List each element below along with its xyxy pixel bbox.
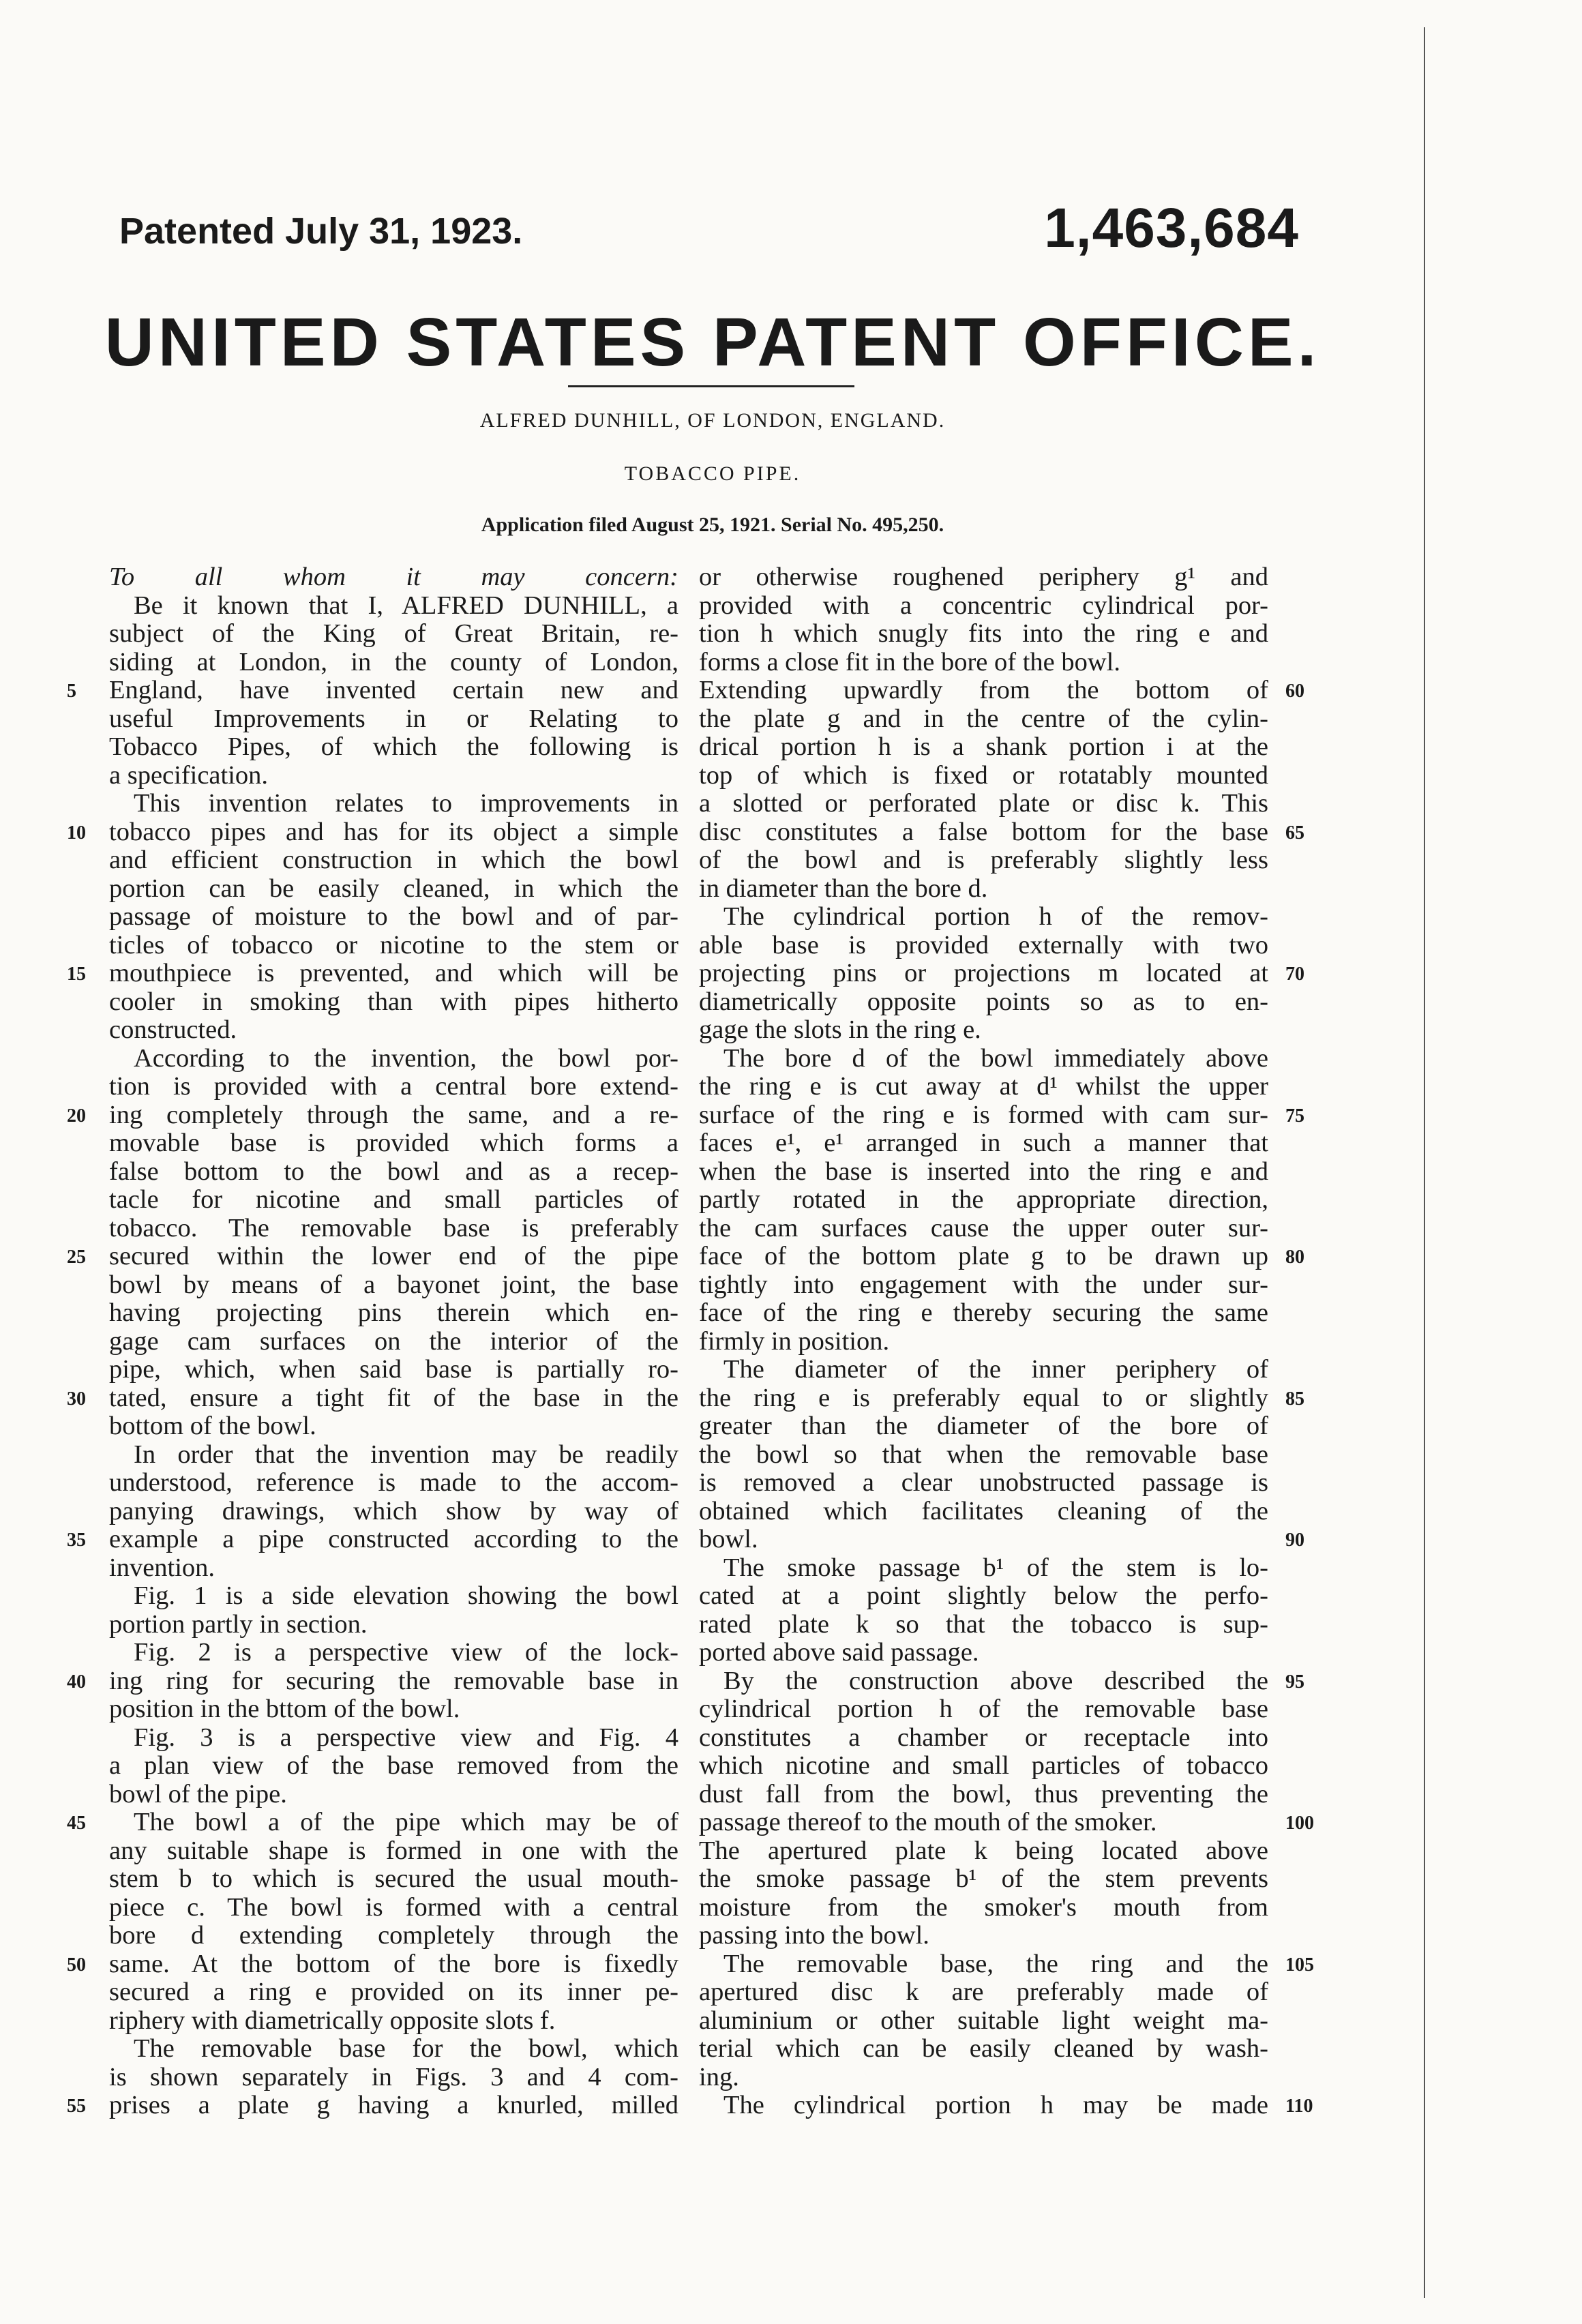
text-line: bore d extending completely through the	[109, 1921, 678, 1950]
text-line: Fig. 1 is a side elevation showing the bowl	[134, 1581, 678, 1610]
line-number: 50	[67, 1954, 86, 1976]
text-line: ticles of tobacco or nicotine to the stem or	[109, 930, 678, 959]
text-line: ing ring for securing the removable base in	[109, 1666, 678, 1695]
text-line: The smoke passage b¹ of the stem is lo-	[723, 1553, 1268, 1582]
text-line: a specification.	[109, 760, 269, 790]
text-line: terial which can be easily cleaned by wash-	[699, 2034, 1268, 2063]
text-line: ing completely through the same, and a re-	[109, 1100, 678, 1129]
line-number: 75	[1285, 1105, 1304, 1127]
text-line: Fig. 2 is a perspective view of the lock-	[134, 1638, 678, 1667]
line-number: 55	[67, 2096, 86, 2117]
text-line: tobacco. The removable base is preferably	[109, 1213, 678, 1242]
text-line: passing into the bowl.	[699, 1921, 929, 1950]
line-number: 100	[1285, 1813, 1314, 1834]
line-number: 20	[67, 1105, 86, 1127]
text-line: tobacco pipes and has for its object a simple	[109, 817, 678, 846]
text-line: bowl of the pipe.	[109, 1779, 287, 1808]
text-line: cated at a point slightly below the perfo-	[699, 1581, 1268, 1610]
text-line: panying drawings, which show by way of	[109, 1496, 678, 1525]
text-line: which nicotine and small particles of tobacco	[699, 1751, 1268, 1780]
text-line: useful Improvements in or Relating to	[109, 704, 678, 733]
text-line: The removable base for the bowl, which	[134, 2034, 678, 2063]
text-line: The removable base, the ring and the	[723, 1949, 1268, 1978]
text-line: the ring e is preferably equal to or slightly	[699, 1383, 1268, 1412]
text-line: The cylindrical portion h may be made	[723, 2091, 1268, 2119]
line-number: 25	[67, 1247, 86, 1268]
line-number: 5	[67, 681, 76, 702]
text-line: having projecting pins therein which en-	[109, 1298, 678, 1327]
text-line: invention.	[109, 1553, 215, 1582]
text-line: ported above said passage.	[699, 1638, 979, 1667]
line-number: 40	[67, 1671, 86, 1693]
text-line: England, have invented certain new and	[109, 676, 678, 704]
text-line: Extending upwardly from the bottom of	[699, 676, 1268, 704]
text-line: According to the invention, the bowl por-	[134, 1043, 678, 1073]
text-line: surface of the ring e is formed with cam sur-	[699, 1100, 1268, 1129]
line-number: 35	[67, 1530, 86, 1551]
text-line: greater than the diameter of the bore of	[699, 1412, 1268, 1440]
text-line: aluminium or other suitable light weight ma-	[699, 2006, 1268, 2035]
text-line: tion is provided with a central bore extend-	[109, 1072, 678, 1101]
text-line: bowl by means of a bayonet joint, the base	[109, 1270, 678, 1299]
line-number: 105	[1285, 1954, 1314, 1976]
text-line: prises a plate g having a knurled, milled	[109, 2091, 678, 2119]
application-line: Application filed August 25, 1921. Serial No. 495,250.	[481, 513, 944, 536]
line-number: 15	[67, 964, 86, 985]
line-number: 85	[1285, 1388, 1304, 1410]
text-line: is removed a clear unobstructed passage is	[699, 1468, 1268, 1497]
text-line: top of which is fixed or rotatably mounted	[699, 760, 1268, 790]
text-line: in diameter than the bore d.	[699, 874, 988, 903]
text-line: when the base is inserted into the ring e and	[699, 1157, 1268, 1186]
text-line: false bottom to the bowl and as a recep-	[109, 1157, 678, 1186]
line-number: 70	[1285, 964, 1304, 985]
text-line: partly rotated in the appropriate direction,	[699, 1185, 1268, 1214]
line-number: 80	[1285, 1247, 1304, 1268]
line-number: 65	[1285, 822, 1304, 844]
title-divider	[568, 385, 854, 387]
text-line: a slotted or perforated plate or disc k. This	[699, 789, 1268, 818]
text-line: Tobacco Pipes, of which the following is	[109, 732, 678, 761]
text-line: disc constitutes a false bottom for the base	[699, 817, 1268, 846]
line-number: 90	[1285, 1530, 1304, 1551]
text-line: drical portion h is a shank portion i at the	[699, 732, 1268, 761]
text-line: cooler in smoking than with pipes hitherto	[109, 987, 678, 1016]
text-line: Fig. 3 is a perspective view and Fig. 4	[134, 1723, 678, 1752]
patent-number: 1,463,684	[1044, 197, 1299, 259]
line-number: 45	[67, 1813, 86, 1834]
text-line: moisture from the smoker's mouth from	[699, 1892, 1268, 1922]
text-line: The bowl a of the pipe which may be of	[134, 1808, 678, 1836]
text-line: dust fall from the bowl, thus preventing the	[699, 1779, 1268, 1808]
text-line: is shown separately in Figs. 3 and 4 com-	[109, 2062, 678, 2091]
page-edge-rule	[1424, 27, 1425, 2298]
text-line: obtained which facilitates cleaning of the	[699, 1496, 1268, 1525]
right-text-column	[699, 563, 1268, 2120]
text-line: same. At the bottom of the bore is fixedly	[109, 1949, 678, 1978]
text-line: riphery with diametrically opposite slots f.	[109, 2006, 556, 2035]
invention-title: TOBACCO PIPE.	[624, 462, 801, 485]
line-number: 95	[1285, 1671, 1304, 1693]
text-line: or otherwise roughened periphery g¹ and	[699, 563, 1268, 591]
line-number: 30	[67, 1388, 86, 1410]
text-line: the ring e is cut away at d¹ whilst the upper	[699, 1072, 1268, 1101]
text-line: bottom of the bowl.	[109, 1412, 316, 1440]
text-line: rated plate k so that the tobacco is sup-	[699, 1609, 1268, 1639]
text-line: the cam surfaces cause the upper outer sur-	[699, 1213, 1268, 1242]
office-title: UNITED STATES PATENT OFFICE.	[104, 304, 1321, 381]
text-line: constructed.	[109, 1015, 237, 1044]
text-line: bowl.	[699, 1525, 758, 1553]
text-line: provided with a concentric cylindrical por-	[699, 591, 1268, 620]
text-line: portion can be easily cleaned, in which the	[109, 874, 678, 903]
text-line: The apertured plate k being located above	[699, 1836, 1268, 1865]
text-line: faces e¹, e¹ arranged in such a manner that	[699, 1129, 1268, 1157]
text-line: tion h which snugly fits into the ring e and	[699, 619, 1268, 648]
text-line: Be it known that I, ALFRED DUNHILL, a	[134, 591, 678, 620]
text-line: position in the bttom of the bowl.	[109, 1695, 460, 1723]
text-line: a plan view of the base removed from the	[109, 1751, 678, 1780]
text-line: projecting pins or projections m located at	[699, 959, 1268, 987]
text-line: stem b to which is secured the usual mouth-	[109, 1864, 678, 1893]
text-line: firmly in position.	[699, 1326, 890, 1356]
text-line: of the bowl and is preferably slightly less	[699, 846, 1268, 874]
text-line: secured within the lower end of the pipe	[109, 1242, 678, 1270]
text-line: The diameter of the inner periphery of	[723, 1355, 1268, 1384]
text-line: tated, ensure a tight fit of the base in the	[109, 1383, 678, 1412]
text-line: forms a close fit in the bore of the bowl.	[699, 647, 1120, 676]
text-line: In order that the invention may be readily	[134, 1440, 678, 1469]
text-line: gage the slots in the ring e.	[699, 1015, 981, 1044]
text-line: passage thereof to the mouth of the smoker.	[699, 1808, 1157, 1836]
text-line: ing.	[699, 2062, 739, 2091]
text-line: secured a ring e provided on its inner pe-	[109, 1978, 678, 2006]
text-line: To all whom it may concern:	[109, 563, 678, 591]
text-line: cylindrical portion h of the removable base	[699, 1695, 1268, 1723]
text-line: face of the ring e thereby securing the same	[699, 1298, 1268, 1327]
text-line: tightly into engagement with the under sur-	[699, 1270, 1268, 1299]
text-line: the smoke passage b¹ of the stem prevents	[699, 1864, 1268, 1893]
text-line: example a pipe constructed according to the	[109, 1525, 678, 1553]
text-line: siding at London, in the county of London,	[109, 647, 678, 676]
text-line: understood, reference is made to the accom-	[109, 1468, 678, 1497]
inventor-line: ALFRED DUNHILL, OF LONDON, ENGLAND.	[479, 409, 946, 432]
line-number: 60	[1285, 681, 1304, 702]
text-line: pipe, which, when said base is partially ro-	[109, 1355, 678, 1384]
text-line: any suitable shape is formed in one with the	[109, 1836, 678, 1865]
text-line: tacle for nicotine and small particles of	[109, 1185, 678, 1214]
text-line: The cylindrical portion h of the remov-	[723, 902, 1268, 931]
line-number: 110	[1285, 2096, 1313, 2117]
text-line: passage of moisture to the bowl and of par-	[109, 902, 678, 931]
text-line: diametrically opposite points so as to en-	[699, 987, 1268, 1016]
text-line: able base is provided externally with two	[699, 930, 1268, 959]
text-line: By the construction above described the	[723, 1666, 1268, 1695]
text-line: subject of the King of Great Britain, re-	[109, 619, 678, 648]
line-number: 10	[67, 822, 86, 844]
left-text-column	[109, 563, 678, 2120]
text-line: the plate g and in the centre of the cylin-	[699, 704, 1268, 733]
text-line: This invention relates to improvements in	[134, 789, 678, 818]
text-line: constitutes a chamber or receptacle into	[699, 1723, 1268, 1752]
text-line: apertured disc k are preferably made of	[699, 1978, 1268, 2006]
patented-date: Patented July 31, 1923.	[119, 211, 523, 252]
text-line: The bore d of the bowl immediately above	[723, 1043, 1268, 1073]
text-line: face of the bottom plate g to be drawn up	[699, 1242, 1268, 1270]
text-line: portion partly in section.	[109, 1609, 368, 1639]
text-line: movable base is provided which forms a	[109, 1129, 678, 1157]
text-line: piece c. The bowl is formed with a central	[109, 1892, 678, 1922]
text-line: mouthpiece is prevented, and which will be	[109, 959, 678, 987]
text-line: the bowl so that when the removable base	[699, 1440, 1268, 1469]
text-line: gage cam surfaces on the interior of the	[109, 1326, 678, 1356]
text-line: and efficient construction in which the bowl	[109, 846, 678, 874]
